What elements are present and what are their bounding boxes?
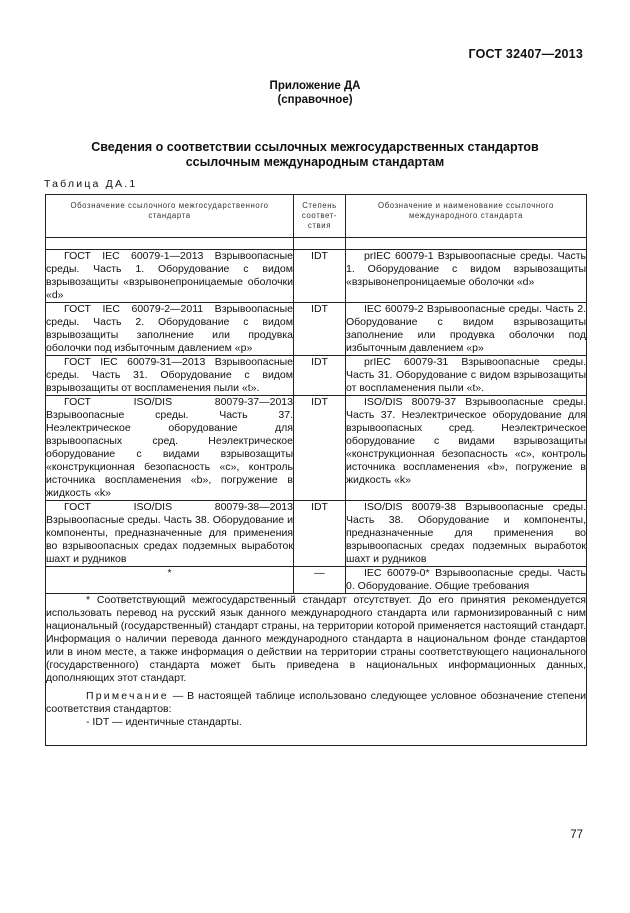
cell-national: ГОСТ ISO/DIS 80079-38—2013 Взрывоопасные среды. Часть 38. Оборудование и компоненты, предназначенные для применения во взрывоопасных средах подземных выработок шахт и рудников bbox=[46, 501, 293, 565]
annex-subtitle: (справочное) bbox=[277, 94, 353, 106]
cell-degree: IDT bbox=[294, 250, 346, 303]
cell-national: * bbox=[46, 567, 294, 594]
cell-international: prIEC 60079-1 Взрывоопасные среды. Часть 1. Оборудование с видом взрывозащиты «взрывонепроницаемые оболочки «d» bbox=[346, 250, 587, 303]
table-footnote: * Соответствующий межгосударственный стандарт отсутствует. До его принятия рекомендуется использовать перевод на русский язык данного международного стандарта или гармонизированный с ним национальный (государственный) стандарт страны, на территории которой применяется настоящий стандарт. Информация о наличии перевода данного международного стандарта в национальном фонде стандартов или в ином месте, а также информация о действии на территории страны соответствующего национального (государственного) стандарта может быть приведена в национальных информационных данных, дополняющих этот стандарт. bbox=[46, 594, 586, 684]
cell-national: ГОСТ IEC 60079-1—2013 Взрывоопасные среды. Часть 1. Оборудование с видом взрывозащиты «взрывонепроницаемые оболочки «d» bbox=[46, 250, 293, 301]
section-title bbox=[0, 140, 630, 170]
cell-national: ГОСТ IEC 60079-2—2011 Взрывоопасные среды. Часть 2. Оборудование с видом взрывозащиты заполнение или продувка оболочки под избыточным давлением «p» bbox=[46, 303, 293, 354]
header-national-standard: Обозначение ссылочного межгосударственного стандарта bbox=[46, 195, 294, 238]
table-notes bbox=[46, 594, 587, 746]
table-note bbox=[46, 690, 586, 716]
cell-degree: IDT bbox=[294, 356, 346, 396]
cell-degree: IDT bbox=[294, 501, 346, 567]
cell-international: IEC 60079-0* Взрывоопасные среды. Часть 0. Оборудование. Общие требования bbox=[346, 567, 586, 592]
cell-international: IEC 60079-2 Взрывоопасные среды. Часть 2. Оборудование с видом взрывозащиты заполнение или продувка оболочки под избыточным давлением «p» bbox=[346, 303, 586, 354]
header-international-standard: Обозначение и наименование ссылочного международного стандарта bbox=[346, 195, 587, 238]
note-list-item: - IDT — идентичные стандарты. bbox=[86, 716, 242, 728]
table-notes-row bbox=[46, 594, 587, 746]
correspondence-table bbox=[45, 194, 587, 746]
cell-degree: — bbox=[294, 567, 346, 594]
header-degree: Степень соответ-ствия bbox=[294, 195, 346, 238]
table-row bbox=[46, 356, 587, 396]
annex-heading bbox=[0, 79, 630, 107]
cell-national: ГОСТ ISO/DIS 80079-37—2013 Взрывоопасные среды. Часть 37. Неэлектрическое оборудование для взрывоопасных сред. Неэлектрическое оборудование с видами взрывозащиты «конструкционная безопасность «c», контроль источника воспламенения «b», погружение в жидкость «k» bbox=[46, 396, 293, 499]
cell-international: prIEC 60079-31 Взрывоопасные среды. Часть 31. Оборудование с видом взрывозащиты от воспламенения пыли «t». bbox=[346, 356, 586, 394]
section-title-line2: ссылочным международным стандартам bbox=[185, 155, 445, 169]
table-spacer-row bbox=[46, 238, 587, 250]
table-header-row bbox=[46, 195, 587, 238]
cell-national: ГОСТ IEC 60079-31—2013 Взрывоопасные среды. Часть 31. Оборудование с видом взрывозащиты от воспламенения пыли «t». bbox=[46, 356, 293, 394]
annex-title: Приложение ДА bbox=[269, 80, 361, 92]
page-number: 77 bbox=[570, 829, 583, 841]
table-row bbox=[46, 567, 587, 594]
section-title-line1: Сведения о соответствии ссылочных межгосударственных стандартов bbox=[91, 140, 539, 154]
table-row bbox=[46, 501, 587, 567]
table-row bbox=[46, 250, 587, 303]
table-row bbox=[46, 396, 587, 501]
cell-degree: IDT bbox=[294, 303, 346, 356]
note-text: — В настоящей таблице использовано следующее условное обозначение степени соответствия стандартов: bbox=[46, 690, 586, 715]
cell-international: ISO/DIS 80079-37 Взрывоопасные среды. Часть 37. Неэлектрическое оборудование для взрывоопасных сред. Неэлектрическое оборудование с видами взрывозащиты «конструкционная безопасность «c», контроль источника воспламенения «b», погружение в жидкость «k» bbox=[346, 396, 587, 501]
document-number: ГОСТ 32407—2013 bbox=[468, 47, 583, 61]
table-caption: Таблица ДА.1 bbox=[44, 178, 138, 190]
note-label: Примечание bbox=[86, 690, 169, 702]
cell-international: ISO/DIS 80079-38 Взрывоопасные среды. Часть 38. Оборудование и компоненты, предназначенные для применения во взрывоопасных средах подземных выработок шахт и рудников bbox=[346, 501, 586, 565]
table-row bbox=[46, 303, 587, 356]
cell-degree: IDT bbox=[294, 396, 346, 501]
